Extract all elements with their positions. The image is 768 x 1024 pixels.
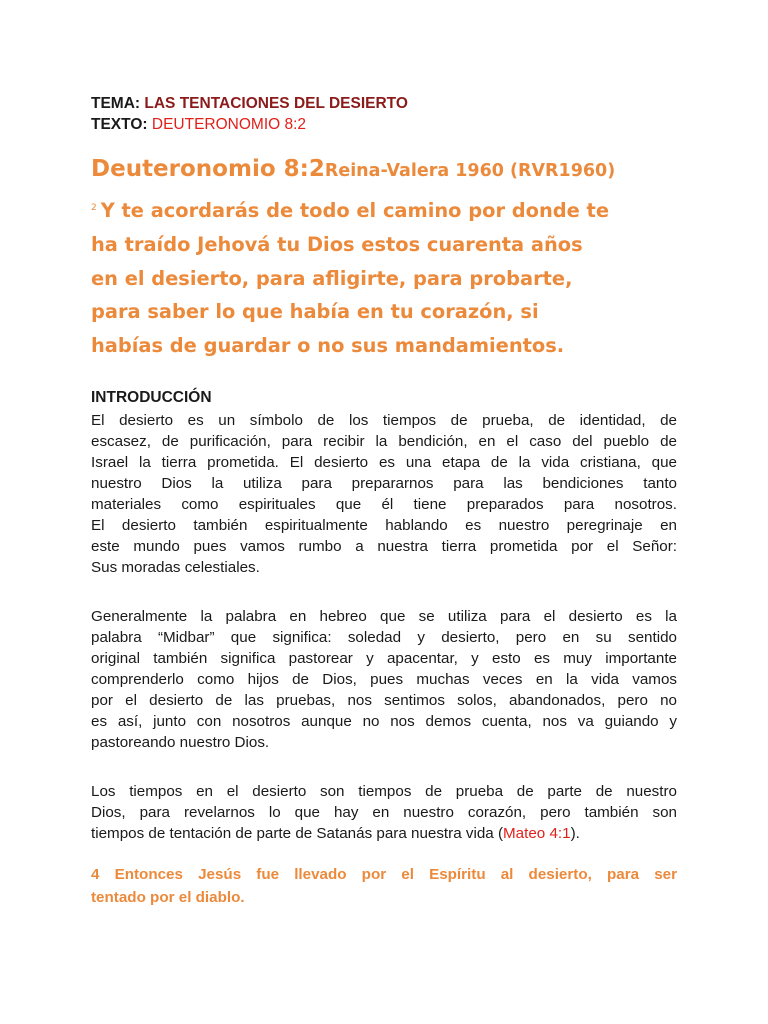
paragraph-1: [91, 410, 677, 578]
texto-label: TEXTO:: [91, 116, 148, 133]
paragraph-2: [91, 606, 677, 753]
introduction-title: INTRODUCCIÓN: [91, 389, 212, 406]
quote-line: tentado por el diablo.: [91, 889, 245, 906]
paragraph-line: Los tiempos en el desierto son tiempos de prueba de parte de nuestro: [91, 783, 677, 800]
verse-line: $^2$ Y te acordarás de todo el camino por donde te: [91, 199, 609, 222]
paragraph-line: este mundo pues vamos rumbo a nuestra tierra prometida por el Señor:: [91, 538, 677, 555]
verse-heading: [91, 156, 615, 182]
verse-reference: Deuteronomio 8:2: [91, 156, 325, 182]
paragraph-line: palabra “Midbar” que significa: soledad y desierto, pero en su sentido: [91, 629, 677, 646]
paragraph-line: comprenderlo como hijos de Dios, pues muchas veces en la vida vamos: [91, 671, 677, 688]
paragraph-line: escasez, de purificación, para recibir la bendición, en el caso del pueblo de: [91, 433, 677, 450]
paragraph-line: pastoreando nuestro Dios.: [91, 734, 270, 751]
paragraph-line: Israel la tierra prometida. El desierto es una etapa de la vida cristiana, que: [91, 454, 677, 471]
verse-line: para saber lo que había en tu corazón, si: [91, 300, 539, 324]
paragraph-line: tiempos de tentación de parte de Satanás para nuestra vida (Mateo 4:1).: [91, 825, 580, 842]
tema-value: LAS TENTACIONES DEL DESIERTO: [144, 95, 408, 112]
tema-label: TEMA:: [91, 95, 141, 112]
mateo-quote: [91, 863, 677, 909]
verse-line: en el desierto, para afligirte, para probarte,: [91, 266, 573, 290]
verse-number: 2: [91, 203, 97, 213]
paragraph-line: nuestro Dios la utiliza para prepararnos para las bendiciones tanto: [91, 475, 677, 492]
texto-value: DEUTERONOMIO 8:2: [151, 116, 307, 133]
paragraph-line: es así, junto con nosotros aunque no nos demos cuenta, nos va guiando y: [91, 713, 677, 730]
paragraph-3: [91, 781, 677, 844]
verse-line: ha traído Jehová tu Dios estos cuarenta años: [91, 232, 583, 256]
texto-line: [91, 115, 306, 135]
quote-line: 4 Entonces Jesús fue llevado por el Espíritu al desierto, para ser: [91, 866, 677, 883]
paragraph-line: materiales como espirituales que él tiene preparados para nosotros.: [91, 496, 677, 513]
paragraph-line: Dios, para revelarnos lo que hay en nuestro corazón, pero también son: [91, 804, 677, 821]
paragraph-line: Sus moradas celestiales.: [91, 559, 260, 576]
paragraph-line: por el desierto de las pruebas, nos sentimos solos, abandonados, pero no: [91, 692, 677, 709]
paragraph-line: original también significa pastorear y apacentar, y esto es muy importante: [91, 650, 677, 667]
verse-text: [91, 192, 691, 363]
paragraph-line: Generalmente la palabra en hebreo que se utiliza para el desierto es la: [91, 608, 677, 625]
paragraph-line: El desierto es un símbolo de los tiempos de prueba, de identidad, de: [91, 412, 677, 429]
paragraph-line: El desierto también espiritualmente hablando es nuestro peregrinaje en: [91, 517, 677, 534]
mateo-reference-link[interactable]: Mateo 4:1: [503, 825, 571, 842]
bible-version: Reina-Valera 1960 (RVR1960): [324, 161, 616, 181]
tema-line: [91, 94, 408, 114]
verse-line: habías de guardar o no sus mandamientos.: [91, 334, 565, 358]
